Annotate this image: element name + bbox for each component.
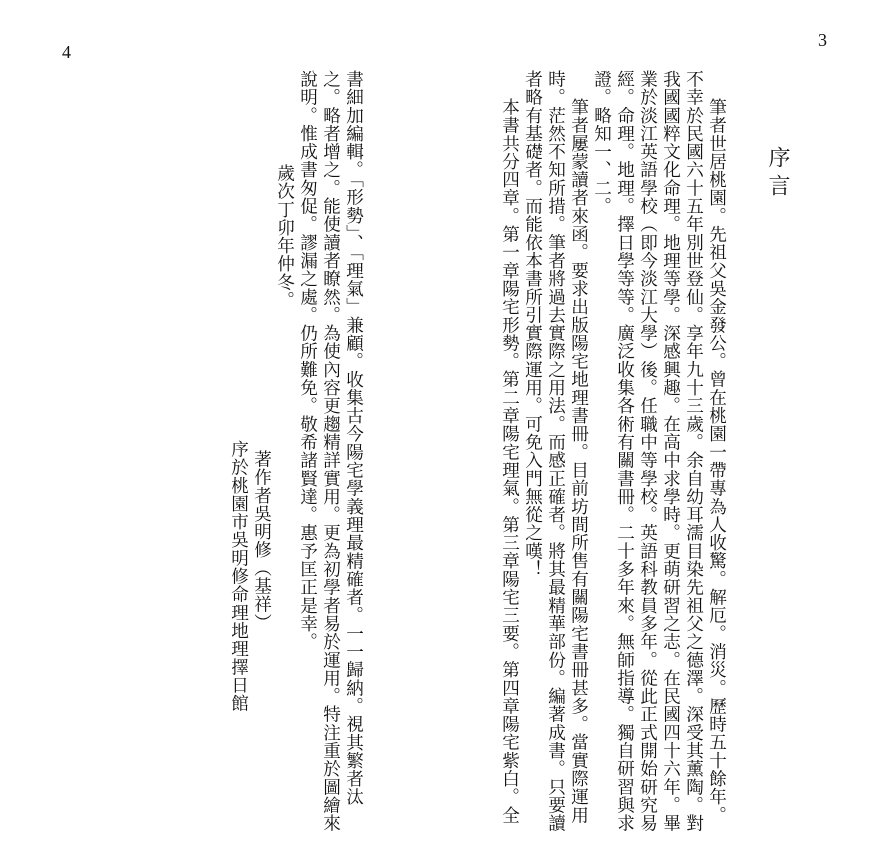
preface-date: 歲次丁卯年仲冬。 xyxy=(274,164,295,310)
preface-line-4: 業於淡江英語學校（即今淡江大學）後。任職中等學校。英語科教員多年。從此正式開始研究易 xyxy=(637,70,658,833)
preface-line-11: 書細加編輯。「形勢」、「理氣」兼顧。收集古今陽宅學義理最精確者。一一歸納。視其繁者汰 xyxy=(343,70,364,806)
preface-line-9: 者略有基礎者。而能依本書所引實際運用。可免入門無從之嘆！ xyxy=(522,70,543,579)
preface-title: 序言 xyxy=(765,146,790,202)
preface-line-13: 說明。惟成書匆促。謬漏之處。仍所難免。敬希諸賢達。惠予匡正是幸。 xyxy=(297,70,318,651)
preface-line-3: 我國國粹文化命理。地理等學。深感興趣。在高中求學時。更萌研習之志。在民國四十六年。畢 xyxy=(660,70,681,833)
preface-line-2: 不幸於民國六十五年別世登仙。享年九十三歲。余自幼耳濡目染先祖父之德澤。深受其薰陶。對 xyxy=(683,70,704,833)
preface-line-5: 經。命理。地理。擇日學等等。廣泛收集各術有關書冊。二十多年來。無師指導。獨自研習與求 xyxy=(614,70,635,833)
page-number-right: 3 xyxy=(818,30,827,50)
preface-line-6: 證。略知一、二。 xyxy=(591,70,612,216)
preface-author: 著作者吳明修（基祥） xyxy=(251,450,272,632)
preface-line-1: 筆者世居桃園。先祖父吳金發公。曾在桃園一帶專為人收驚。解厄。消災。歷時五十餘年。 xyxy=(706,98,727,824)
preface-line-7: 筆者屢蒙讀者來函。要求出版陽宅地理書冊。目前坊間所售有關陽宅書冊甚多。當實際運用 xyxy=(568,98,589,824)
preface-location: 序於桃園市吳明修命理地理擇日館 xyxy=(228,440,249,713)
preface-line-8: 時。茫然不知所措。筆者將過去實際之用法。而感正確者。將其最精華部份。編著成書。只要讀 xyxy=(545,70,566,833)
preface-line-12: 之。略者增之。能使讀者瞭然。為使內容更趨精詳實用。更為初學者易於運用。特注重於圖繪來 xyxy=(320,70,341,833)
page-number-left: 4 xyxy=(62,42,71,62)
preface-line-10: 本書共分四章。第一章陽宅形勢。第二章陽宅理氣。第三章陽宅三要。第四章陽宅紫白。全 xyxy=(499,98,520,824)
